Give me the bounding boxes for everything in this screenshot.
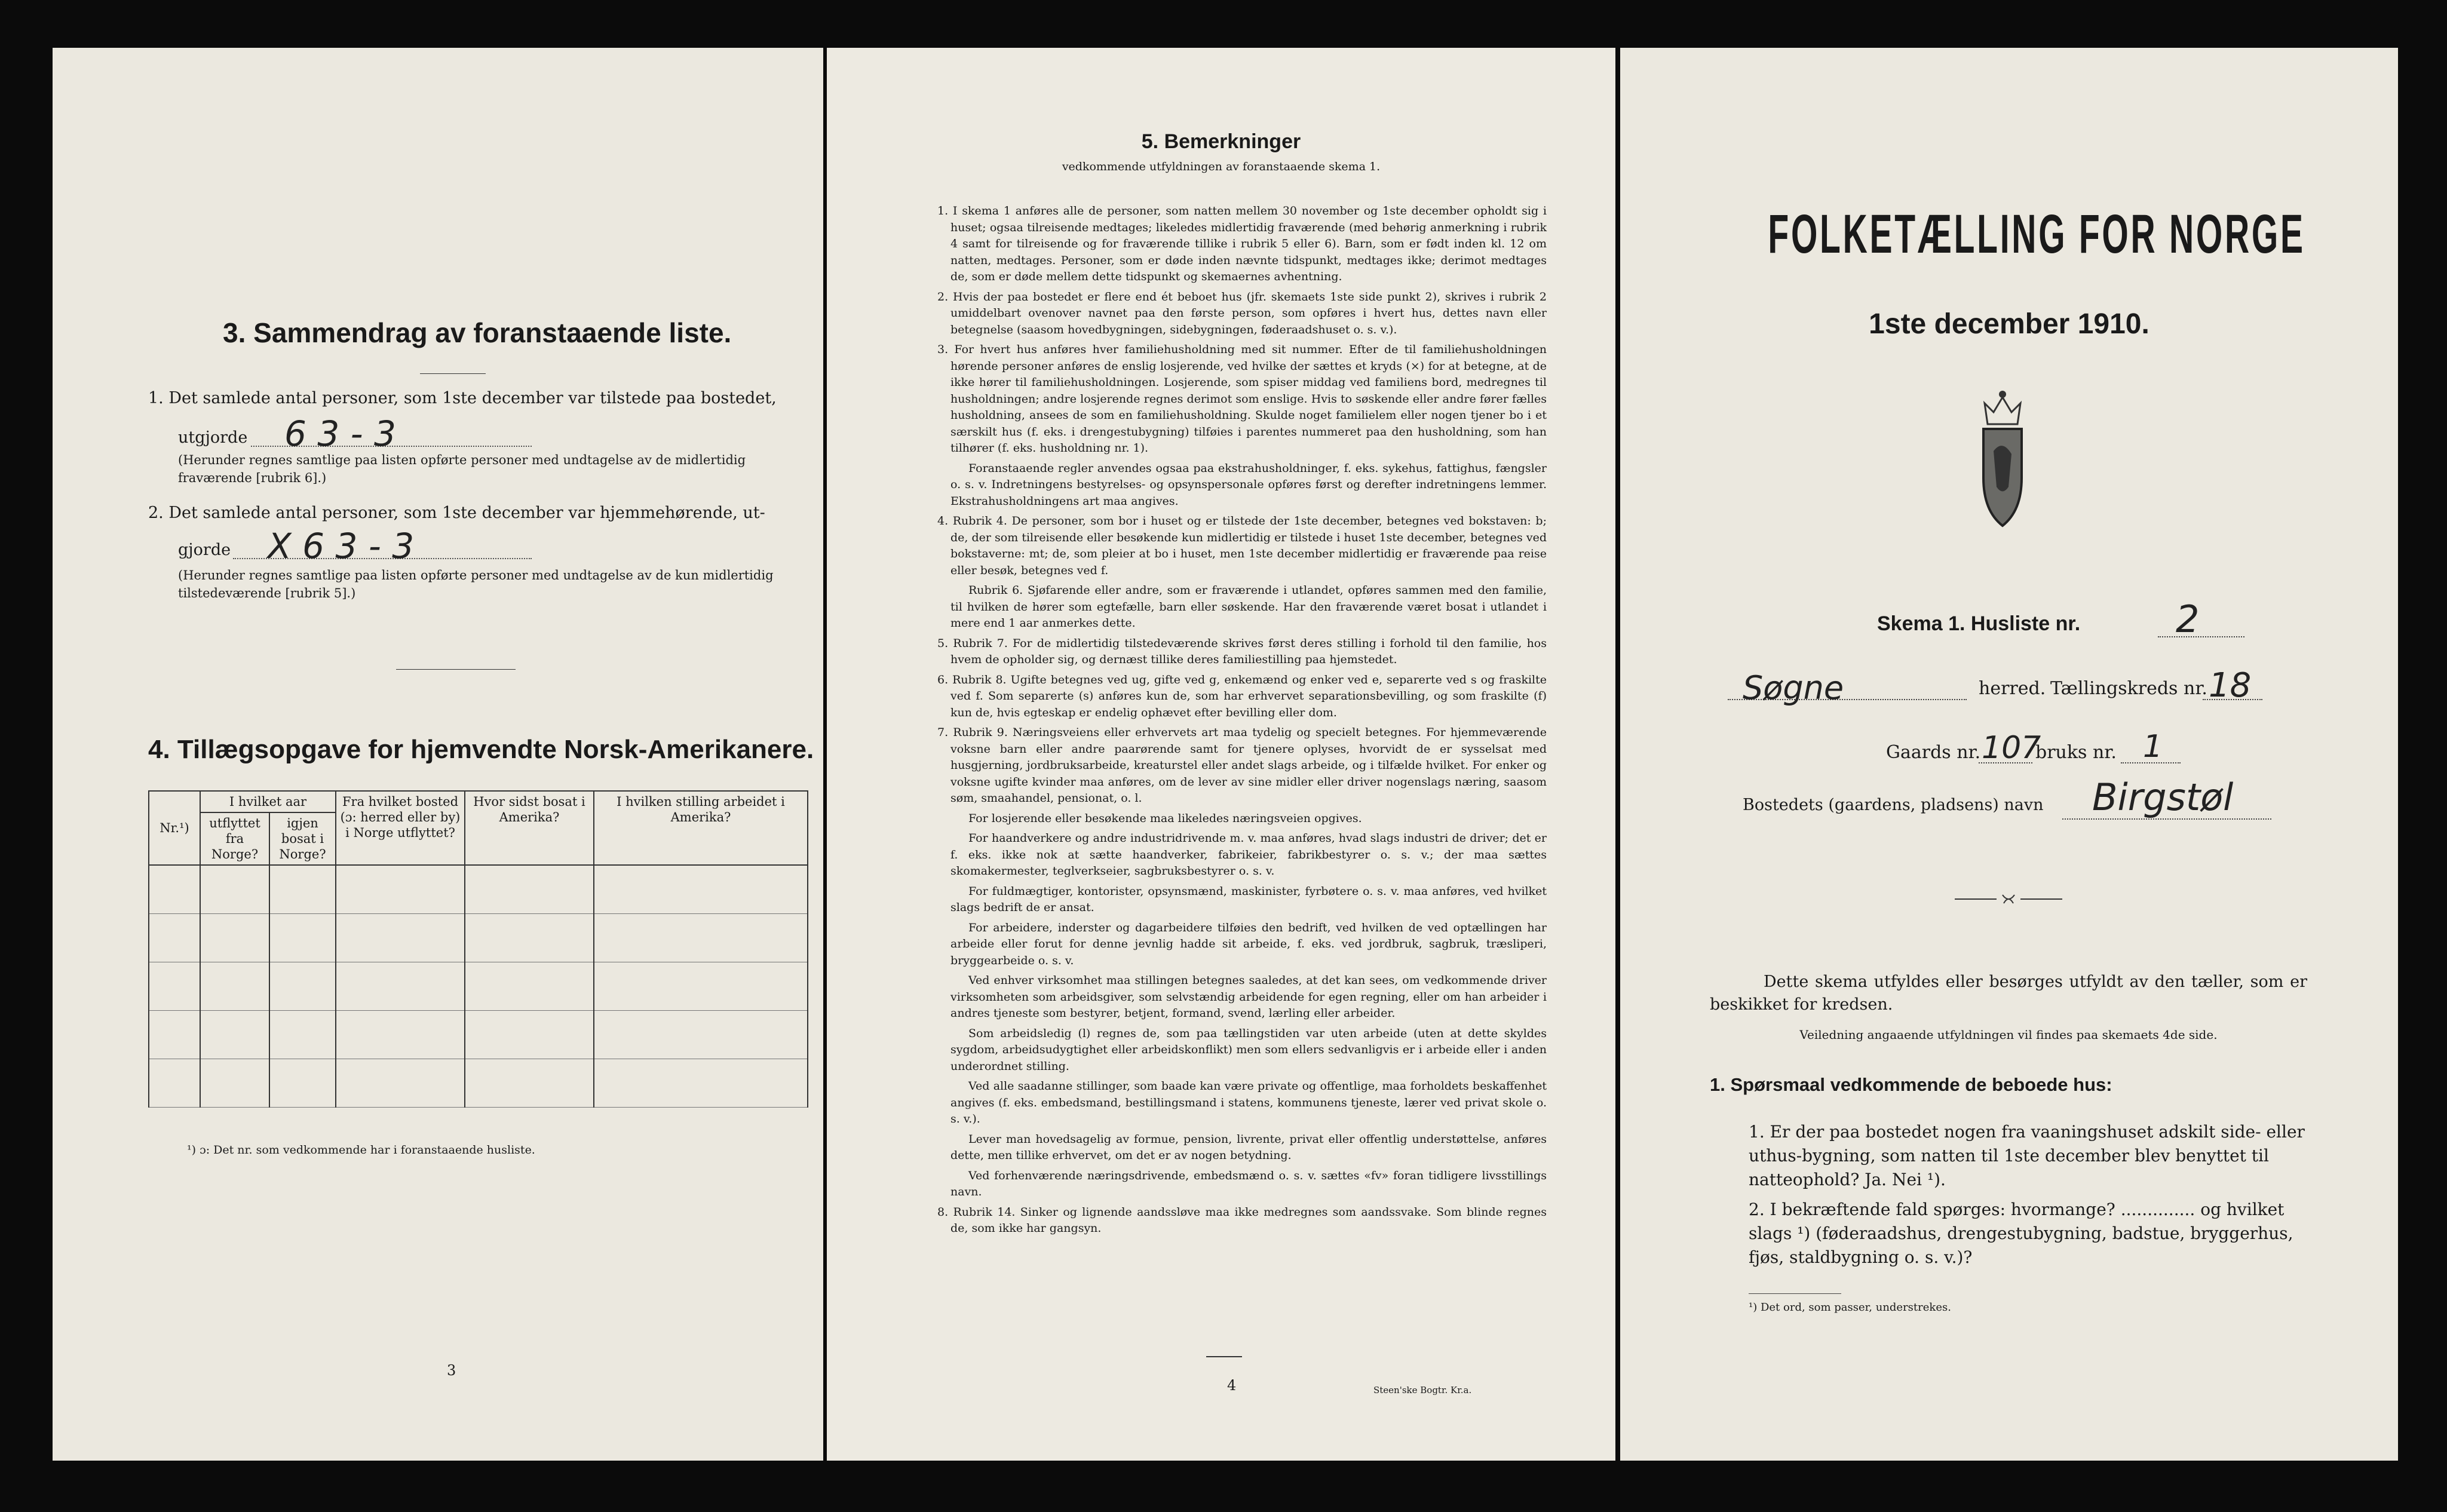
intro-text: Dette skema utfyldes eller besørges utfyldt av den tæller, som er beskikket for kredsen. [1710, 973, 2307, 1014]
table-row [149, 1011, 808, 1059]
bruks-label: bruks nr. [2035, 742, 2117, 763]
divider [1749, 1293, 1841, 1294]
bemerkning-paragraph: Lever man hovedsagelig av formue, pension, livrente, privat eller offentlig understøttelse, anføres dette, men tillike erhvervet, om det er av nogen betydning. [950, 1132, 1547, 1162]
kreds-value: 18 [2209, 666, 2252, 705]
bemerkning-paragraph: 3. For hvert hus anføres hver familiehusholdning med sit nummer. Efter de til familiehusholdningen hørende personer anføres de enslig losjerende, ved hvilke der sættes et kryds (×) for at betegne, at de ikke hører til familiehusholdningen. Losjerende, som spiser middag ved familiens bord, medregnes til husholdningen; andre losjerende regnes derimot som enslige. Hvis to søskende eller andre fører fælles husholdning, ansees de som en familiehusholdning. Skulde noget familielem eller nogen tjener bo i et særskilt hus (f. eks. i drengestubygning) tilføies i parentes nummeret paa den husholdning, som han tilhører (f. eks. husholdning nr. 1). [937, 343, 1547, 455]
divider [420, 373, 486, 374]
question-2: 2. I bekræftende fald spørges: hvormange? .............. og hvilket slags ¹) (føderaadshus, drengestubygning, badstue, bryggerhus, fjøs, staldbygning o. s. v.)? [1749, 1200, 2293, 1267]
bemerkning-paragraph: For haandverkere og andre industridrivende m. v. maa anføres, hvad slags industri de driver; det er f. eks. ikke nok at sætte haandverker, fabrikeier, fabrikbestyrer o. s. v.; der maa sættes skomakermester, teglverkseier, sagbruksbestyrer o. s. v. [950, 832, 1547, 878]
gaards-label: Gaards nr. [1886, 742, 1981, 763]
bemerkning-paragraph: 4. Rubrik 4. De personer, som bor i huset og er tilstede der 1ste december, betegnes ved bokstaven: b; de, der som tilreisende eller besøkende kun midlertidig er tilstede i huset 1ste december, betegnes ved bokstaverne: mt; de, som pleier at bo i huset, men 1ste december midlertidig er fraværende paa reise eller besøk, betegnes ved f. [937, 514, 1547, 577]
husliste-dots [2158, 636, 2244, 637]
col-utflyttet: utflyttet fra Norge? [200, 812, 269, 865]
page-number: 4 [1227, 1377, 1237, 1394]
bemerkning-paragraph: Ved alle saadanne stillinger, som baade kan være private og offentlige, maa forholdets beskaffenhet angives (f. eks. embedsmand, bestillingsmand i statens, kommunens tjeneste, lærer ved privat skole o. s. v.). [950, 1079, 1547, 1125]
col-fra: Fra hvilket bosted (ɔ: herred eller by) i Norge utflyttet? [336, 791, 465, 865]
section-3-title: 3. Sammendrag av foranstaaende liste. [223, 317, 732, 348]
item-1-value: 6 3 - 3 [284, 413, 396, 454]
footnote: ¹) Det ord, som passer, understrekes. [1749, 1301, 1951, 1314]
bemerkning-paragraph: Foranstaaende regler anvendes ogsaa paa ekstrahusholdninger, f. eks. sykehus, fattighus, fængsler o. s. v. Indretningens bestyrelses- og opsynspersonale opføres først og derefter indretningens lemmer. Ekstrahusholdningens art maa angives. [950, 461, 1547, 508]
bemerkning-paragraph: 6. Rubrik 8. Ugifte betegnes ved ug, gifte ved g, enkemænd og enker ved e, separerte ved s og fraskilte ved f. Som separerte (s) anføres kun de, som har erhvervet separationsbevilling, og som fraskilte (f) kun de, hvis egteskap er endelig ophævet efter bevilling eller dom. [937, 673, 1547, 719]
col-group-aar: I hvilket aar [200, 791, 336, 812]
skema-label: Skema 1. Husliste nr. [1877, 612, 2081, 635]
page-1-cover [1620, 48, 2398, 1461]
question-1: 1. Er der paa bostedet nogen fra vaaningshuset adskilt side- eller uthus-bygning, som natten til 1ste december blev benyttet til natteophold? Ja. Nei ¹). [1749, 1122, 2305, 1189]
item-1-text: 1. Det samlede antal personer, som 1ste december var tilstede paa bostedet, [148, 389, 777, 407]
item-2-text: 2. Det samlede antal personer, som 1ste december var hjemmehørende, ut- [148, 504, 765, 522]
bemerkning-paragraph: 1. I skema 1 anføres alle de personer, som natten mellem 30 november og 1ste december opholdt sig i huset; ogsaa tilreisende medtages; likeledes midlertidig fraværende (med behørig anmerkning i rubrik 4 samt for tilreisende og for fraværende tillike i rubrik 5 eller 6). Barn, som er født inden kl. 12 om natten, medtages. Personer, som er døde inden nævnte tidspunkt, medtages ikke; derimot medtages de, som er døde mellem dette tidspunkt og skemaernes avhentning. [937, 204, 1547, 283]
bemerkning-paragraph: Ved forhenværende næringsdrivende, embedsmænd o. s. v. sættes «fv» foran tidligere livsstillings navn. [950, 1168, 1547, 1198]
divider [1206, 1356, 1242, 1357]
bruks-value: 1 [2143, 729, 2163, 765]
herred-label: herred. [1979, 678, 2046, 699]
bemerkninger-list [937, 203, 1547, 1241]
bemerkning-paragraph: 8. Rubrik 14. Sinker og lignende aandssløve maa ikke medregnes som aandssvake. Som blinde regnes de, som ikke har gangsyn. [937, 1205, 1547, 1235]
ornament-divider-icon [1955, 890, 2062, 908]
footnote: ¹) ɔ: Det nr. som vedkommende har i foranstaaende husliste. [187, 1143, 535, 1157]
section-5-subtitle: vedkommende utfyldningen av foranstaaende skema 1. [1062, 160, 1381, 173]
page-4 [827, 48, 1615, 1461]
cover-title: FOLKETÆLLING FOR NORGE [1768, 204, 2305, 265]
coat-of-arms-icon [1967, 382, 2038, 532]
col-igjen: igjen bosat i Norge? [269, 812, 336, 865]
item-2-value: X 6 3 - 3 [268, 526, 415, 566]
norsk-amerikanere-table [148, 790, 808, 1108]
bemerkning-paragraph: 7. Rubrik 9. Næringsveiens eller erhvervets art maa tydelig og specielt betegnes. For hjemmeværende voksne barn eller andre paarørende samt for tjenere oplyses, hvorvidt de er sysselsat med husgjerning, jordbruksarbeide, kreaturstel eller andet slags arbeide, og i tilfælde hvilket. For enker og voksne ugifte kvinder maa anføres, om de lever av sine midler eller driver nogenslags næring, saasom søm, smaahandel, pensionat, o. l. [937, 726, 1547, 805]
table-row [149, 962, 808, 1011]
bemerkning-paragraph: 5. Rubrik 7. For de midlertidig tilstedeværende skrives først deres stilling i forhold til den familie, hos hvem de opholder sig, og dernæst tillike deres familiestilling paa hjemstedet. [937, 636, 1547, 666]
bemerkning-paragraph: Som arbeidsledig (l) regnes de, som paa tællingstiden var uten arbeide (uten at dette skyldes sygdom, arbeidsudygtighet eller arbeidskonflikt) men som ellers sedvanligvis er i arbeide eller i anden underordnet stilling. [950, 1026, 1547, 1073]
section-4-title: 4. Tillægsopgave for hjemvendte Norsk-Amerikanere. [148, 735, 814, 764]
bemerkning-paragraph: 2. Hvis der paa bostedet er flere end ét beboet hus (jfr. skemaets 1ste side punkt 2), skrives i rubrik 2 umiddelbart ovenover navnet paa den første person, som opføres i hvert hus, dettes navn eller betegnelse (saasom hovedbygningen, sidebygningen, føderaadshuset o. s. v.). [937, 290, 1547, 336]
table-row [149, 865, 808, 914]
herred-value: Søgne [1743, 669, 1844, 707]
bosted-value: Birgstøl [2092, 775, 2234, 819]
col-nr: Nr.¹) [149, 791, 200, 865]
item-1-label: utgjorde [178, 428, 248, 447]
item-2-note: (Herunder regnes samtlige paa listen opførte personer med undtagelse av de kun midlertidig tilstedeværende [rubrik 5].) [178, 568, 774, 600]
bemerkning-paragraph: For fuldmægtiger, kontorister, opsynsmænd, maskinister, fyrbøtere o. s. v. maa anføres, ved hvilket slags bedrift de er ansat. [950, 884, 1547, 914]
bosted-label: Bostedets (gaardens, pladsens) navn [1743, 796, 2044, 814]
questions-title: 1. Spørsmaal vedkommende de beboede hus: [1710, 1074, 2112, 1095]
table-row [149, 914, 808, 962]
col-stilling: I hvilken stilling arbeidet i Amerika? [594, 791, 808, 865]
cover-date: 1ste december 1910. [1869, 308, 2149, 340]
bemerkning-paragraph: For losjerende eller besøkende maa likeledes næringsveien opgives. [968, 811, 1362, 825]
page-number: 3 [447, 1362, 456, 1379]
bemerkning-paragraph: Ved enhver virksomhet maa stillingen betegnes saaledes, at det kan sees, om vedkommende driver virksomheten som arbeidsgiver, som selvstændig arbeidende for egen regning, eller om han arbeider i andres tjeneste som bestyrer, betjent, formand, svend, lærling eller arbeider. [950, 974, 1547, 1020]
item-2-label: gjorde [178, 541, 231, 559]
printer-mark: Steen'ske Bogtr. Kr.a. [1373, 1385, 1472, 1396]
kreds-label: Tællingskreds nr. [2050, 678, 2207, 699]
table-row [149, 1059, 808, 1108]
husliste-value: 2 [2176, 597, 2200, 641]
col-hvor: Hvor sidst bosat i Amerika? [465, 791, 594, 865]
section-5-title: 5. Bemerkninger [1141, 130, 1301, 153]
page-3 [53, 48, 823, 1461]
bemerkning-paragraph: Rubrik 6. Sjøfarende eller andre, som er fraværende i utlandet, opføres sammen med den familie, til hvilken de hører som egtefælle, barn eller søskende. Har den fraværende været bosat i utlandet i mere end 1 aar anmerkes dette. [950, 584, 1547, 630]
gaards-value: 107 [1982, 730, 2041, 766]
divider [396, 669, 516, 670]
item-1-note: (Herunder regnes samtlige paa listen opførte personer med undtagelse av de midlertidig fraværende [rubrik 6].) [178, 453, 746, 485]
bemerkning-paragraph: For arbeidere, inderster og dagarbeidere tilføies den bedrift, ved hvilken de ved optællingen har arbeide eller forut for denne jevnlig hadde sit arbeide, f. eks. ved jordbruk, sagbruk, træsliperi, bryggearbeide o. s. v. [950, 921, 1547, 967]
guide-text: Veiledning angaaende utfyldningen vil findes paa skemaets 4de side. [1799, 1028, 2218, 1042]
